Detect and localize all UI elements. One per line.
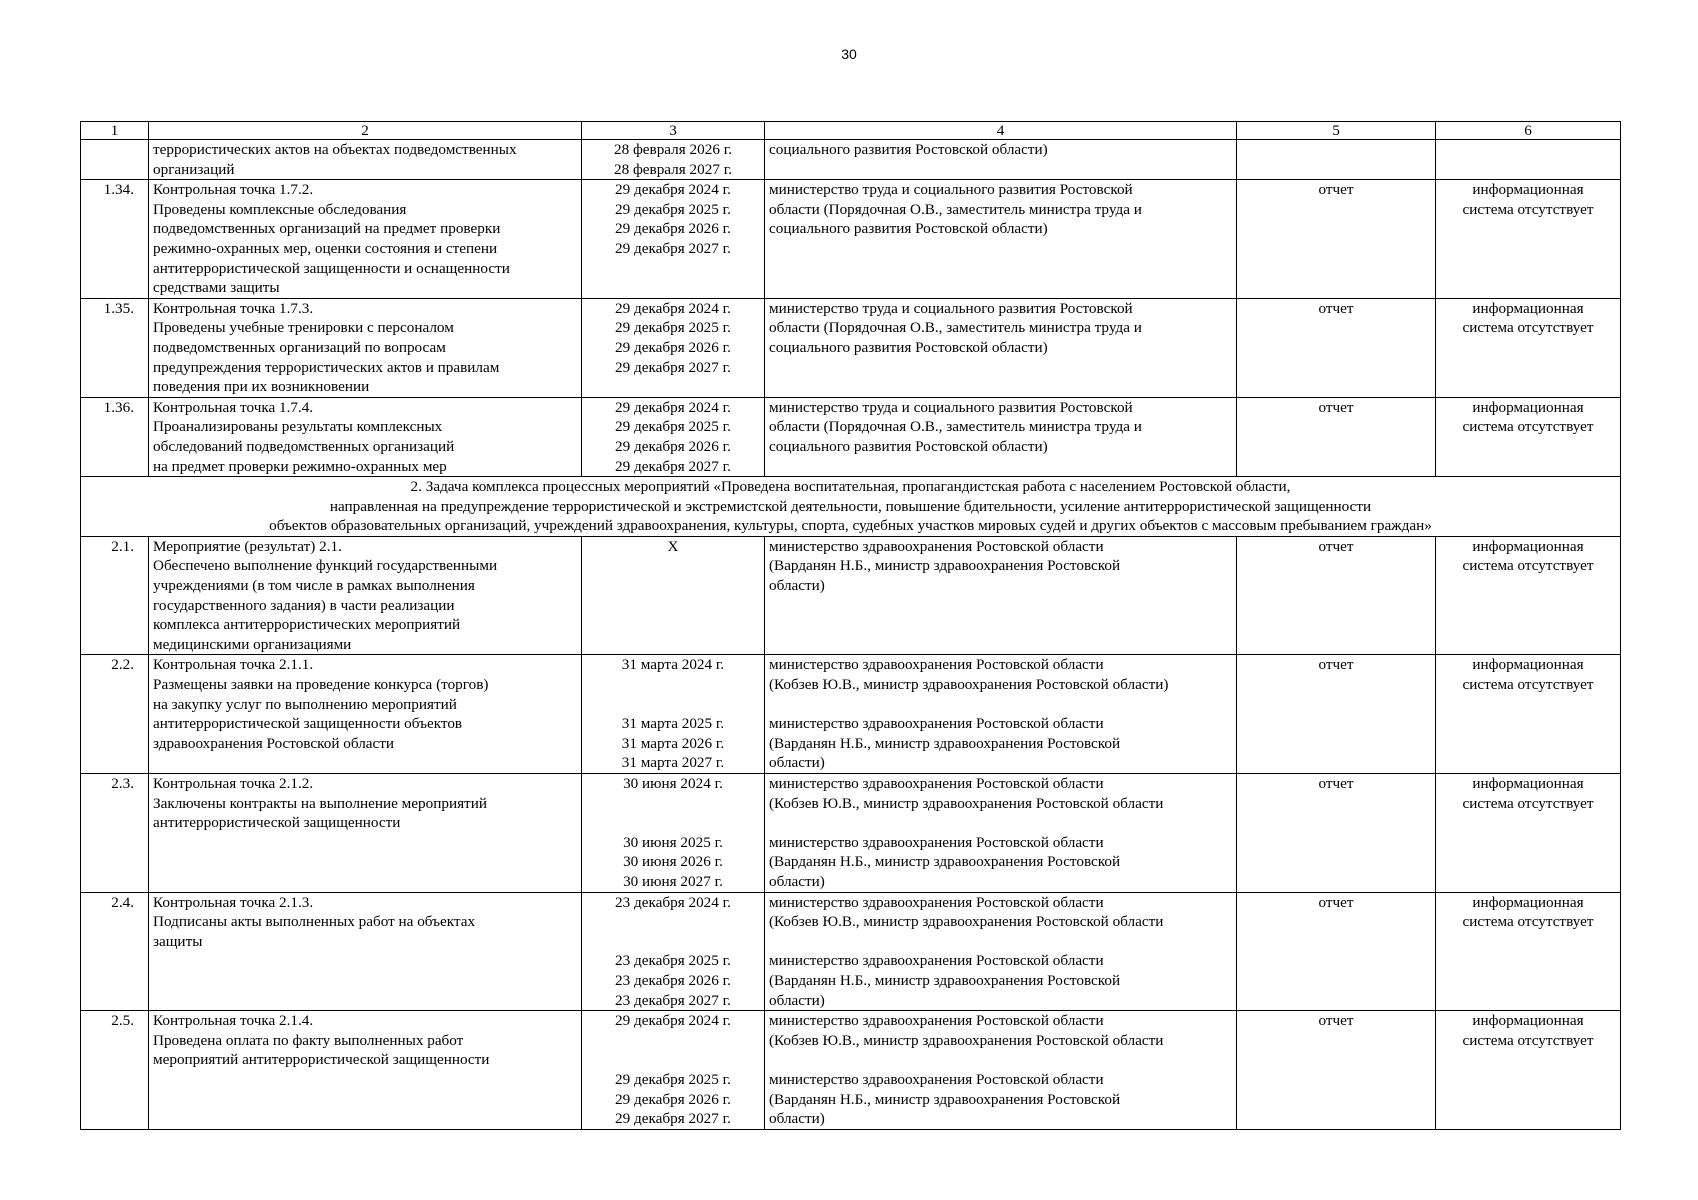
responsible-line: области)	[769, 872, 825, 890]
date-line: 23 декабря 2025 г.	[615, 952, 731, 970]
row-responsible	[765, 298, 1237, 397]
row-description	[149, 140, 582, 180]
description-line: здравоохранения Ростовской области	[153, 734, 395, 752]
row-dates	[582, 536, 765, 655]
responsible-line: (Варданян Н.Б., министр здравоохранения Ростовской	[769, 971, 1121, 989]
plan-table	[80, 121, 1621, 1130]
description-line: Контрольная точка 2.1.4.	[153, 1012, 314, 1030]
row-info-system	[1436, 298, 1621, 397]
responsible-line: области (Порядочная О.В., заместитель министра труда и	[769, 319, 1142, 337]
responsible-line: министерство труда и социального развития Ростовской	[769, 299, 1133, 317]
row-info-system	[1436, 892, 1621, 1011]
description-line: террористических актов на объектах подведомственных	[153, 141, 517, 158]
info-line: система отсутствует	[1462, 418, 1594, 436]
date-line: 31 марта 2027 г.	[621, 754, 725, 772]
responsible-line: министерство труда и социального развития Ростовской	[769, 398, 1133, 416]
responsible-line: социального развития Ростовской области)	[769, 437, 1048, 455]
row-info-system	[1436, 774, 1621, 893]
description-line: Контрольная точка 1.7.2.	[153, 181, 314, 199]
date-line: 29 декабря 2027 г.	[615, 457, 731, 475]
info-line: информационная	[1472, 775, 1584, 792]
info-line: информационная	[1472, 1012, 1584, 1030]
date-line: 31 марта 2025 г.	[621, 715, 725, 733]
row-dates	[582, 180, 765, 299]
header-cell: 3	[582, 122, 765, 140]
row-description	[149, 774, 582, 893]
description-line: комплекса антитеррористических мероприятий	[153, 616, 461, 634]
description-line: Проведена оплата по факту выполненных работ	[153, 1031, 464, 1049]
row-number: 2.4.	[81, 892, 149, 1011]
row-document-type: отчет	[1237, 298, 1436, 397]
info-line: информационная	[1472, 181, 1584, 199]
date-line: 28 февраля 2026 г.	[613, 141, 733, 158]
row-dates	[582, 397, 765, 476]
row-dates	[582, 774, 765, 893]
responsible-line: социального развития Ростовской области)	[769, 141, 1048, 158]
row-document-type: отчет	[1237, 892, 1436, 1011]
table-row	[81, 655, 1621, 774]
row-dates	[582, 892, 765, 1011]
date-line: Х	[667, 537, 679, 555]
header-cell: 6	[1436, 122, 1621, 140]
table-row	[81, 298, 1621, 397]
date-line: 29 декабря 2024 г.	[615, 398, 731, 416]
description-line: Контрольная точка 2.1.2.	[153, 775, 314, 792]
responsible-line: министерство здравоохранения Ростовской области	[769, 952, 1104, 970]
date-line: 28 февраля 2027 г.	[613, 160, 733, 178]
date-line: 30 июня 2026 г.	[623, 853, 723, 871]
row-description	[149, 180, 582, 299]
description-line: режимно-охранных мер, оценки состояния и степени	[153, 239, 498, 257]
responsible-line: области)	[769, 577, 825, 595]
description-line: на закупку услуг по выполнению мероприятий	[153, 695, 457, 713]
date-line: 29 декабря 2027 г.	[615, 239, 731, 257]
description-line: подведомственных организаций по вопросам	[153, 338, 446, 356]
row-number: 1.36.	[81, 397, 149, 476]
description-line: средствами защиты	[153, 279, 280, 297]
description-line: Проведены комплексные обследования	[153, 200, 407, 218]
row-responsible	[765, 140, 1237, 180]
table-row	[81, 397, 1621, 476]
table-body	[81, 122, 1621, 1130]
row-description	[149, 397, 582, 476]
responsible-line: области)	[769, 754, 825, 772]
responsible-line: министерство труда и социального развития Ростовской	[769, 181, 1133, 199]
info-line: система отсутствует	[1462, 319, 1594, 337]
row-info-system	[1436, 536, 1621, 655]
info-line: система отсутствует	[1462, 1031, 1594, 1049]
row-document-type: отчет	[1237, 1011, 1436, 1130]
date-line: 29 декабря 2026 г.	[615, 437, 731, 455]
description-line: антитеррористической защищенности	[153, 814, 401, 832]
responsible-line: области (Порядочная О.В., заместитель министра труда и	[769, 418, 1142, 436]
info-line: система отсутствует	[1462, 200, 1594, 218]
section-heading-row	[81, 477, 1621, 537]
responsible-line: (Варданян Н.Б., министр здравоохранения Ростовской	[769, 557, 1121, 575]
date-line: 31 марта 2024 г.	[621, 656, 725, 674]
row-number: 2.1.	[81, 536, 149, 655]
row-number: 2.3.	[81, 774, 149, 893]
row-dates	[582, 140, 765, 180]
date-line: 29 декабря 2027 г.	[615, 358, 731, 376]
description-line: Обеспечено выполнение функций государственными	[153, 557, 498, 575]
column-number-header	[81, 122, 1621, 140]
date-line: 30 июня 2025 г.	[623, 833, 723, 851]
responsible-line: социального развития Ростовской области)	[769, 338, 1048, 356]
description-line: учреждениями (в том числе в рамках выполнения	[153, 577, 475, 595]
info-line: система отсутствует	[1462, 676, 1594, 694]
info-line: система отсутствует	[1462, 913, 1594, 931]
table-row	[81, 892, 1621, 1011]
info-line: информационная	[1472, 656, 1584, 674]
header-cell: 2	[149, 122, 582, 140]
description-line: Контрольная точка 1.7.4.	[153, 398, 314, 416]
date-line: 30 июня 2027 г.	[623, 872, 723, 890]
row-info-system	[1436, 655, 1621, 774]
date-line: 29 декабря 2025 г.	[615, 1070, 731, 1088]
table-row	[81, 180, 1621, 299]
date-line: 29 декабря 2027 г.	[615, 1110, 731, 1128]
row-dates	[582, 298, 765, 397]
row-document-type: отчет	[1237, 180, 1436, 299]
row-description	[149, 1011, 582, 1130]
description-line: Мероприятие (результат) 2.1.	[153, 537, 342, 555]
description-line: Проведены учебные тренировки с персоналом	[153, 319, 454, 337]
row-responsible	[765, 655, 1237, 774]
header-cell: 5	[1237, 122, 1436, 140]
section-heading-line: объектов образовательных организаций, учреждений здравоохранения, культуры, спорта, судебных участков мировых судей и других объектов с массовым пребыванием граждан»	[269, 517, 1432, 535]
responsible-line: министерство здравоохранения Ростовской области	[769, 833, 1104, 851]
row-document-type: отчет	[1237, 397, 1436, 476]
description-line: антитеррористической защищенности и оснащенности	[153, 259, 510, 277]
description-line: Контрольная точка 2.1.1.	[153, 656, 314, 674]
info-line: система отсутствует	[1462, 794, 1594, 812]
row-number: 1.35.	[81, 298, 149, 397]
responsible-line: министерство здравоохранения Ростовской области	[769, 1070, 1104, 1088]
info-line: информационная	[1472, 398, 1584, 416]
info-line: информационная	[1472, 537, 1584, 555]
description-line: государственного задания) в части реализации	[153, 596, 455, 614]
description-line: обследований подведомственных организаций	[153, 437, 455, 455]
row-number: 2.2.	[81, 655, 149, 774]
responsible-line: (Кобзев Ю.В., министр здравоохранения Ростовской области	[769, 913, 1164, 931]
row-document-type: отчет	[1237, 774, 1436, 893]
table-row	[81, 140, 1621, 180]
table-row	[81, 536, 1621, 655]
responsible-line: министерство здравоохранения Ростовской области	[769, 715, 1104, 733]
description-line: предупреждения террористических актов и правилам	[153, 358, 500, 376]
description-line: организаций	[153, 160, 235, 178]
responsible-line: (Кобзев Ю.В., министр здравоохранения Ростовской области	[769, 794, 1164, 812]
description-line: Размещены заявки на проведение конкурса (торгов)	[153, 676, 489, 694]
responsible-line: области)	[769, 991, 825, 1009]
responsible-line: (Кобзев Ю.В., министр здравоохранения Ростовской области	[769, 1031, 1164, 1049]
row-document-type	[1237, 140, 1436, 180]
date-line: 30 июня 2024 г.	[623, 775, 723, 792]
date-line: 29 декабря 2026 г.	[615, 1090, 731, 1108]
date-line: 29 декабря 2026 г.	[615, 220, 731, 238]
header-cell: 1	[81, 122, 149, 140]
date-line: 23 декабря 2027 г.	[615, 991, 731, 1009]
row-info-system	[1436, 180, 1621, 299]
date-line: 29 декабря 2025 г.	[615, 418, 731, 436]
responsible-line: социального развития Ростовской области)	[769, 220, 1048, 238]
section-heading-line: 2. Задача комплекса процессных мероприятий «Проведена воспитательная, пропагандистская работа с населением Ростовской области,	[410, 478, 1291, 496]
row-responsible	[765, 180, 1237, 299]
responsible-line: министерство здравоохранения Ростовской области	[769, 893, 1104, 911]
responsible-line: министерство здравоохранения Ростовской области	[769, 775, 1104, 792]
section-heading-line: направленная на предупреждение террористической и экстремистской деятельности, повышение бдительности, усиление антитеррористической защищенности	[329, 497, 1372, 515]
date-line: 29 декабря 2025 г.	[615, 200, 731, 218]
date-line: 29 декабря 2024 г.	[615, 1012, 731, 1030]
date-line: 31 марта 2026 г.	[621, 734, 725, 752]
row-responsible	[765, 397, 1237, 476]
row-responsible	[765, 1011, 1237, 1130]
responsible-line: (Варданян Н.Б., министр здравоохранения Ростовской	[769, 1090, 1121, 1108]
table-row	[81, 774, 1621, 893]
description-line: антитеррористической защищенности объектов	[153, 715, 463, 733]
description-line: подведомственных организаций на предмет проверки	[153, 220, 501, 238]
date-line: 29 декабря 2025 г.	[615, 319, 731, 337]
row-description	[149, 892, 582, 1011]
description-line: Контрольная точка 2.1.3.	[153, 893, 314, 911]
description-line: медицинскими организациями	[153, 635, 352, 653]
row-responsible	[765, 892, 1237, 1011]
row-dates	[582, 1011, 765, 1130]
row-description	[149, 655, 582, 774]
row-description	[149, 536, 582, 655]
header-cell: 4	[765, 122, 1237, 140]
row-number: 1.34.	[81, 180, 149, 299]
responsible-line: (Кобзев Ю.В., министр здравоохранения Ростовской области)	[769, 676, 1169, 694]
row-document-type: отчет	[1237, 655, 1436, 774]
row-number: 2.5.	[81, 1011, 149, 1130]
description-line: защиты	[153, 932, 203, 950]
row-info-system	[1436, 140, 1621, 180]
page-number: 30	[841, 46, 857, 62]
responsible-line: области (Порядочная О.В., заместитель министра труда и	[769, 200, 1142, 218]
row-number	[81, 140, 149, 180]
responsible-line: министерство здравоохранения Ростовской области	[769, 656, 1104, 674]
section-heading	[81, 477, 1621, 537]
responsible-line: министерство здравоохранения Ростовской области	[769, 1012, 1104, 1030]
info-line: информационная	[1472, 893, 1584, 911]
row-description	[149, 298, 582, 397]
row-info-system	[1436, 1011, 1621, 1130]
date-line: 29 декабря 2024 г.	[615, 299, 731, 317]
info-line: система отсутствует	[1462, 557, 1594, 575]
row-document-type: отчет	[1237, 536, 1436, 655]
description-line: мероприятий антитеррористической защищенности	[153, 1051, 490, 1069]
date-line: 23 декабря 2026 г.	[615, 971, 731, 989]
table-row	[81, 1011, 1621, 1130]
info-line: информационная	[1472, 299, 1584, 317]
description-line: Контрольная точка 1.7.3.	[153, 299, 314, 317]
description-line: Подписаны акты выполненных работ на объектах	[153, 913, 476, 931]
description-line: на предмет проверки режимно-охранных мер	[153, 457, 447, 475]
description-line: Проанализированы результаты комплексных	[153, 418, 443, 436]
date-line: 29 декабря 2024 г.	[615, 181, 731, 199]
row-dates	[582, 655, 765, 774]
description-line: Заключены контракты на выполнение мероприятий	[153, 794, 487, 812]
responsible-line: области)	[769, 1110, 825, 1128]
responsible-line: (Варданян Н.Б., министр здравоохранения Ростовской	[769, 734, 1121, 752]
date-line: 29 декабря 2026 г.	[615, 338, 731, 356]
responsible-line: (Варданян Н.Б., министр здравоохранения Ростовской	[769, 853, 1121, 871]
row-responsible	[765, 536, 1237, 655]
description-line: поведения при их возникновении	[153, 378, 370, 396]
date-line: 23 декабря 2024 г.	[615, 893, 731, 911]
responsible-line: министерство здравоохранения Ростовской области	[769, 537, 1104, 555]
row-info-system	[1436, 397, 1621, 476]
row-responsible	[765, 774, 1237, 893]
